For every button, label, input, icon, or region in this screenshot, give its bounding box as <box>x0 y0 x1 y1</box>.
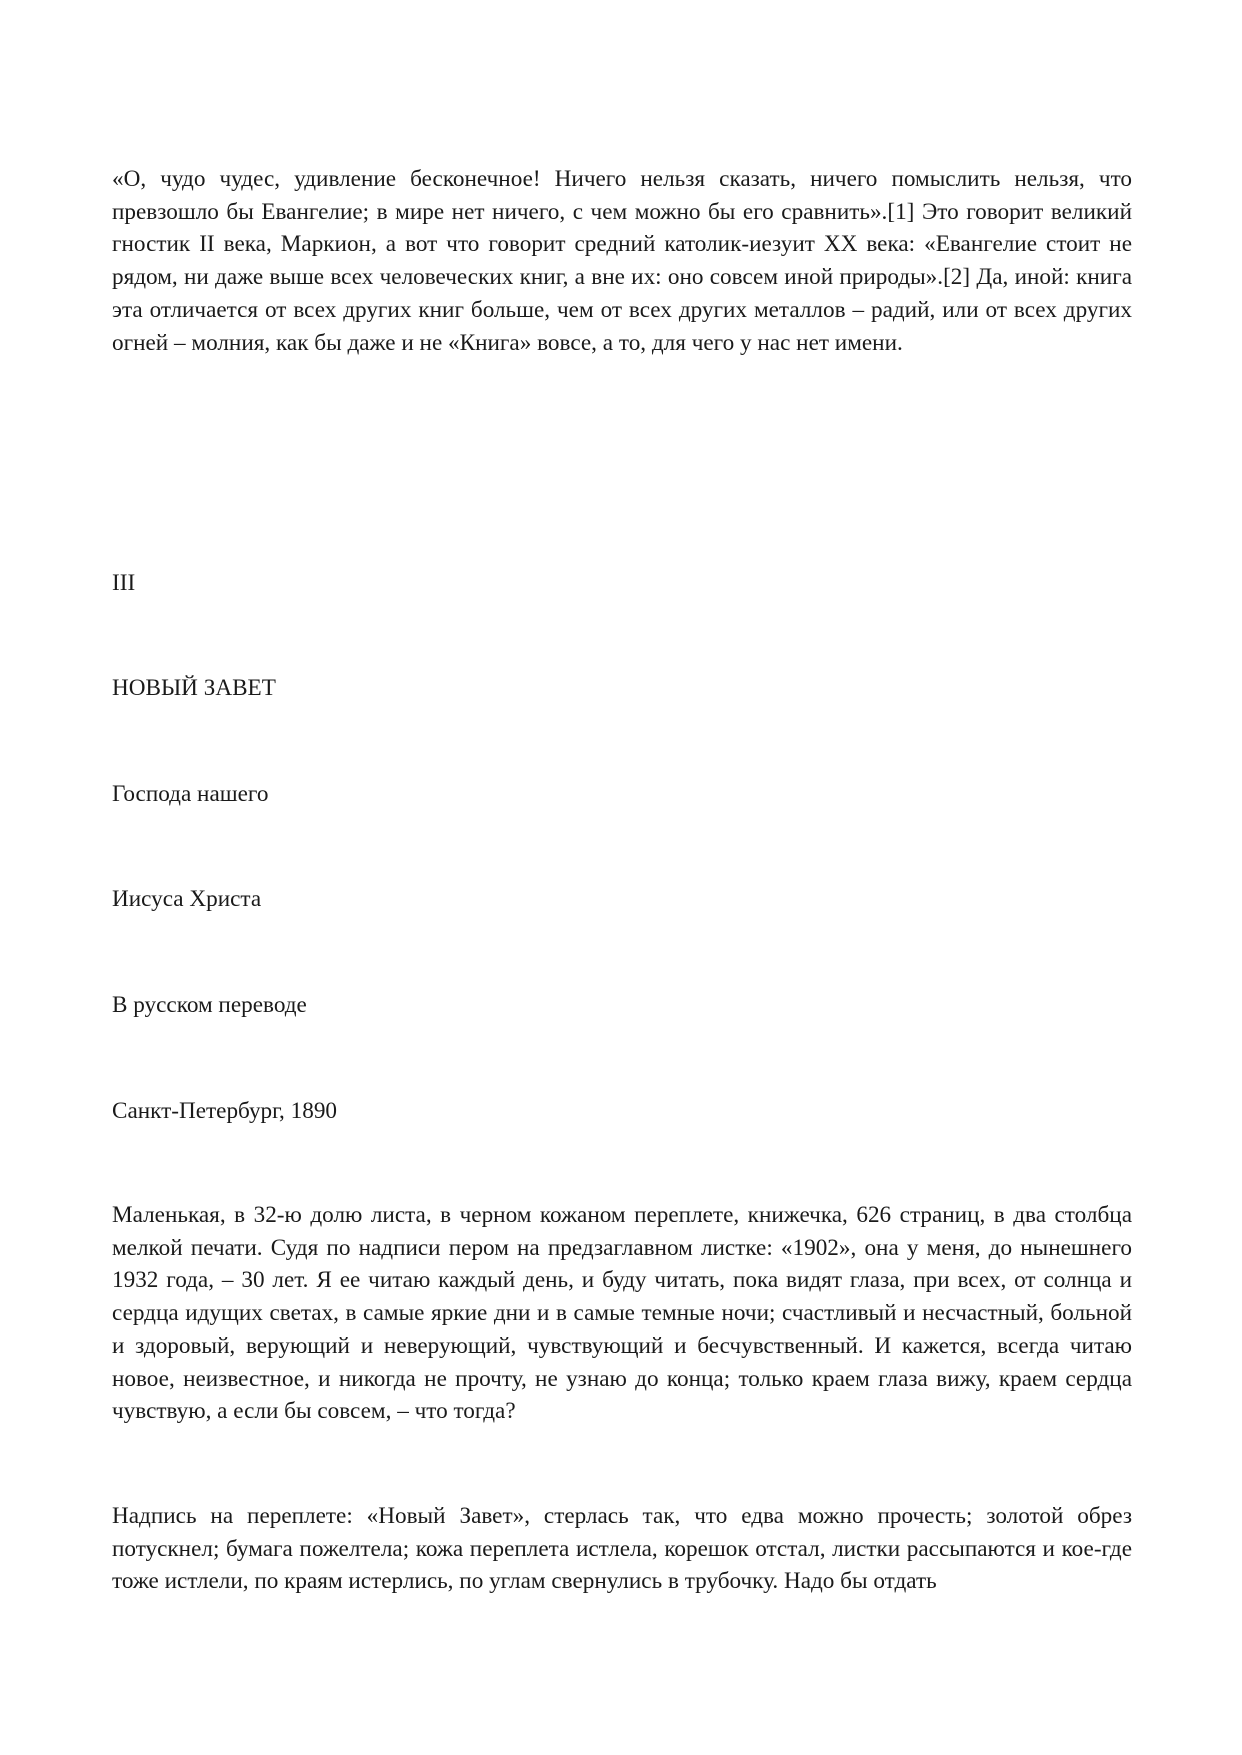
title-line-jesus: Иисуса Христа <box>112 886 262 912</box>
intro-paragraph: «О, чудо чудес, удивление бесконечное! Ничего нельзя сказать, ничего помыслить нельзя, что превзошло бы Евангелие; в мире нет ничего, с чем можно бы его сравнить».[1] Это говорит великий гностик II века, Маркион, а вот что говорит средний католик-иезуит XX века: «Евангелие стоит не рядом, ни даже выше всех человеческих книг, а вне их: оно совсем иной природы».[2] Да, иной: книга эта отличается от всех других книг больше, чем от всех других металлов – радий, или от всех других огней – молния, как бы даже и не «Книга» вовсе, а то, для чего у нас нет имени. <box>112 166 1132 356</box>
section-number: III <box>112 570 136 596</box>
binding-description-paragraph: Надпись на переплете: «Новый Завет», стерлась так, что едва можно прочесть; золотой обрез потускнел; бумага пожелтела; кожа переплета истлела, корешок отстал, листки рассыпаются и кое-где тоже истлели, по краям истерлись, по углам свернулись в трубочку. Надо бы отдать <box>112 1503 1132 1595</box>
title-line-imprint: Санкт-Петербург, 1890 <box>112 1098 338 1124</box>
book-description-paragraph: Маленькая, в 32-ю долю листа, в черном кожаном переплете, книжечка, 626 страниц, в два столбца мелкой печати. Судя по надписи пером на предзаглавном листке: «1902», она у меня, до нынешнего 1932 года, – 30 лет. Я ее читаю каждый день, и буду читать, пока видят глаза, при всех, от солнца и сердца идущих светах, в самые яркие дни и в самые темные ночи; счастливый и несчастный, больной и здоровый, верующий и неверующий, чувствующий и бесчувственный. И кажется, всегда читаю новое, неизвестное, и никогда не прочту, не узнаю до конца; только краем глаза вижу, краем сердца чувствую, а если бы совсем, – что тогда? <box>112 1202 1132 1425</box>
title-line-translation: В русском переводе <box>112 992 307 1018</box>
title-line-lord: Господа нашего <box>112 781 269 807</box>
book-title: НОВЫЙ ЗАВЕТ <box>112 675 276 701</box>
